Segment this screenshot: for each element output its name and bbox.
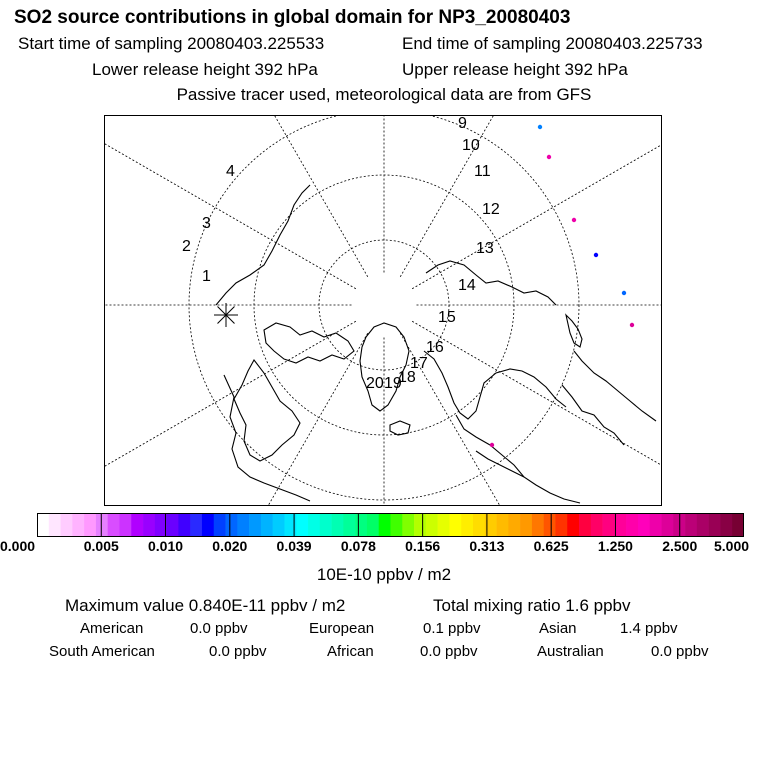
concentration-dot [538, 125, 542, 129]
colorbar-cell [614, 513, 626, 537]
track-label: 12 [482, 201, 500, 218]
concentration-dot [572, 218, 576, 222]
concentration-dot [594, 253, 598, 257]
track-label: 14 [458, 277, 476, 294]
colorbar-cell [273, 513, 285, 537]
colorbar-cell [449, 513, 461, 537]
track-label: 15 [438, 309, 456, 326]
region-african-name: African [327, 643, 374, 660]
colorbar-cell [237, 513, 249, 537]
maximum-value: Maximum value 0.840E-11 ppbv / m2 [65, 596, 346, 615]
colorbar-cell [709, 513, 721, 537]
track-label: 17 [410, 355, 428, 372]
colorbar-cell [662, 513, 674, 537]
colorbar-tick-label: 0.313 [469, 538, 505, 554]
colorbar-tick-label: 0.625 [533, 538, 569, 554]
colorbar-cell [284, 513, 296, 537]
region-asian-name: Asian [539, 620, 577, 637]
lower-release-height: Lower release height 392 hPa [92, 60, 318, 79]
colorbar-cell [178, 513, 190, 537]
colorbar-cell [591, 513, 603, 537]
colorbar-cell [214, 513, 226, 537]
track-label: 19 [384, 375, 402, 392]
concentration-dot [547, 155, 551, 159]
colorbar-cell [49, 513, 61, 537]
colorbar-cell [96, 513, 108, 537]
region-european-value: 0.1 ppbv [423, 620, 481, 637]
track-label: 18 [398, 369, 416, 386]
colorbar-cell [567, 513, 579, 537]
colorbar-cell [332, 513, 344, 537]
colorbar-tick-label: 0.039 [276, 538, 312, 554]
colorbar-cell [685, 513, 697, 537]
concentration-dot [630, 323, 634, 327]
colorbar-cell [261, 513, 273, 537]
colorbar-cell [697, 513, 709, 537]
passive-tracer-note: Passive tracer used, meteorological data are from GFS [176, 85, 592, 104]
colorbar-cell [650, 513, 662, 537]
region-asian-value: 1.4 ppbv [620, 620, 678, 637]
colorbar-cell [579, 513, 591, 537]
colorbar-cell [355, 513, 367, 537]
concentration-dot [490, 443, 494, 447]
colorbar-cell [343, 513, 355, 537]
colorbar-cell [438, 513, 450, 537]
colorbar-tick-label: 0.156 [405, 538, 441, 554]
colorbar-cell [626, 513, 638, 537]
colorbar-tick-label: 5.000 [714, 538, 750, 554]
colorbar-cell [497, 513, 509, 537]
region-american-name: American [80, 620, 144, 637]
colorbar-tick-label: 0.005 [83, 538, 119, 554]
colorbar-cell [508, 513, 520, 537]
colorbar-cell [638, 513, 650, 537]
track-label: 2 [182, 238, 191, 255]
track-label: 20 [366, 375, 384, 392]
colorbar-cell [720, 513, 732, 537]
colorbar-cell [520, 513, 532, 537]
track-label: 9 [458, 115, 467, 132]
colorbar-units: 10E-10 ppbv / m2 [316, 565, 452, 584]
colorbar-cell [308, 513, 320, 537]
colorbar-cell [379, 513, 391, 537]
colorbar-cell [226, 513, 238, 537]
colorbar-cell [532, 513, 544, 537]
region-african-value: 0.0 ppbv [420, 643, 478, 660]
colorbar-cell [603, 513, 615, 537]
colorbar-cell [320, 513, 332, 537]
map-frame [105, 116, 662, 506]
colorbar-tick-label: 0.010 [148, 538, 184, 554]
track-label: 4 [226, 163, 235, 180]
region-european-name: European [309, 620, 375, 637]
colorbar-cell [143, 513, 155, 537]
colorbar-cell [108, 513, 120, 537]
colorbar-cell [72, 513, 84, 537]
colorbar-cell [190, 513, 202, 537]
colorbar-cell [391, 513, 403, 537]
total-mixing-ratio: Total mixing ratio 1.6 ppbv [433, 596, 631, 615]
region-american-value: 0.0 ppbv [190, 620, 248, 637]
colorbar-cell [414, 513, 426, 537]
release-marker [214, 303, 238, 327]
colorbar-cell [249, 513, 261, 537]
colorbar-tick-label: 0.078 [340, 538, 376, 554]
colorbar-cell [426, 513, 438, 537]
colorbar-cell [119, 513, 131, 537]
concentration-dot [622, 291, 626, 295]
colorbar-cell [84, 513, 96, 537]
colorbar-tick-label: 0.020 [212, 538, 248, 554]
colorbar-cell [202, 513, 214, 537]
map-title: SO2 source contributions in global domain for NP3_20080403 [14, 7, 571, 28]
region-south-american-name: South American [49, 643, 155, 660]
colorbar-cell [367, 513, 379, 537]
colorbar-cell [61, 513, 73, 537]
colorbar-cell [402, 513, 414, 537]
colorbar-cell [473, 513, 485, 537]
upper-release-height: Upper release height 392 hPa [402, 60, 628, 79]
colorbar-tick-label: 0.000 [0, 538, 36, 554]
colorbar-tick-label: 2.500 [662, 538, 698, 554]
colorbar-cell [131, 513, 143, 537]
track-label: 13 [476, 240, 494, 257]
colorbar-cell [555, 513, 567, 537]
colorbar-cell [732, 513, 744, 537]
colorbar-cell [37, 513, 49, 537]
polar-map [104, 115, 662, 506]
region-australian-name: Australian [537, 643, 604, 660]
region-south-american-value: 0.0 ppbv [209, 643, 267, 660]
colorbar-cell [461, 513, 473, 537]
track-label: 1 [202, 268, 211, 285]
sampling-end-time: End time of sampling 20080403.225733 [402, 34, 703, 53]
colorbar-cell [544, 513, 556, 537]
track-label: 10 [462, 137, 480, 154]
track-label: 11 [474, 163, 491, 180]
colorbar-tick-label: 1.250 [597, 538, 633, 554]
track-label: 16 [426, 339, 444, 356]
track-label: 3 [202, 215, 211, 232]
colorbar [37, 513, 744, 537]
colorbar-cell [167, 513, 179, 537]
sampling-start-time: Start time of sampling 20080403.225533 [18, 34, 325, 53]
region-australian-value: 0.0 ppbv [651, 643, 709, 660]
colorbar-cell [296, 513, 308, 537]
